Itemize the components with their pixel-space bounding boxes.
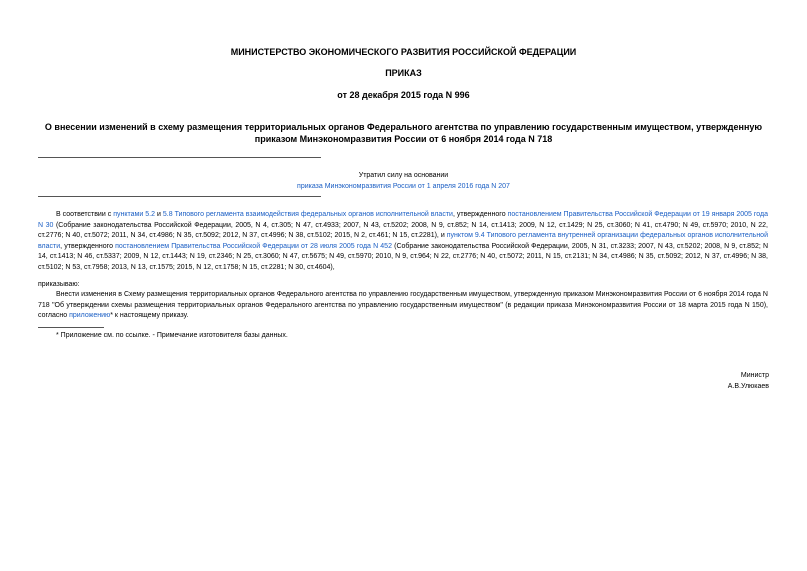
order-text: * к настоящему приказу.	[110, 312, 189, 319]
divider-bottom	[38, 196, 321, 197]
doc-type-heading: ПРИКАЗ	[385, 68, 422, 78]
link-item-9-4[interactable]: пунктом 9.4 Типового регламента внутренней организации федеральных органов исполнительной власти	[38, 232, 768, 250]
status-link-line	[280, 181, 527, 193]
preamble-text: В соответствии с	[56, 211, 114, 218]
signature-name: А.В.Улюкаев	[727, 383, 769, 390]
doc-date-number: от 28 декабря 2015 года N 996	[337, 90, 470, 100]
order-text: Внести изменения в Схему размещения территориальных органов Федерального агентства по управлению государственным имуществом, утвержденную приказом Минэкономразвития России от 6 ноября 2014 года N 718 "Об утверждении схемы размещения территориальных органов Федерального агентства по управлению государственным имуществом" (в редакции приказа Минэкономразвития России от 18 марта 2015 года N 150), согласно	[38, 291, 768, 319]
footnote-divider	[38, 327, 104, 328]
preamble-text: и	[154, 211, 163, 218]
link-appendix[interactable]: приложению	[69, 312, 111, 319]
link-government-decree-452[interactable]: постановлением Правительства Российской Федерации от 28 июля 2005 года N 452	[115, 242, 392, 250]
link-government-decree-30[interactable]: постановлением Правительства Российской Федерации от 19 января 2005 года N 30	[38, 211, 769, 229]
preamble-text: (Собрание законодательства Российской Федерации, 2005, N 31, ст.3233; 2007, N 43, ст.5202; 2008, N 9, ст.852; N 14, ст.1413; N 46, ст.5337; 2009, N 12, ст.1443; N 19, ст.2346; N 25, ст.3060; N 47, ст.5675; N 49, ст.5970; 2010, N 9, ст.964; N 22, ст.2776; N 40, ст.5072; 2011, N 15, ст.2131; N 34, ст.4986; N 35, ст.5092; 2012, N 37, ст.4996; N 38, ст.5102; N 53, ст.7958; 2013, N 13, ст.1575; 2015, N 12, ст.1758; N 15, ст.2281; N 30, ст.4604),	[38, 242, 768, 271]
footnote: * Приложение см. по ссылке. - Примечание изготовителя базы данных.	[56, 332, 288, 339]
repeal-order-link[interactable]: приказа Минэкономразвития России от 1 апреля 2016 года N 207	[297, 183, 510, 190]
order-paragraph	[38, 290, 768, 322]
link-typical-regulation-interaction[interactable]: 5.8 Типового регламента взаимодействия федеральных органов исполнительной власти	[162, 211, 453, 218]
preamble-text: , утвержденного	[452, 211, 508, 218]
status-text: Утратил силу на основании	[358, 172, 449, 179]
order-word: приказываю:	[38, 281, 80, 288]
preamble-paragraph	[38, 210, 768, 273]
divider-top	[38, 157, 321, 158]
link-items-5-2[interactable]: пунктами 5.2	[113, 211, 155, 218]
preamble-text: (Собрание законодательства Российской Федерации, 2005, N 4, ст.305; N 47, ст.4933; 2007, N 43, ст.5202; 2008, N 9, ст.852; N 14, ст.1413; 2009, N 12, ст.1429; N 25, ст.3060; N 41, ст.4790; N 49, ст.5970; 2010, N 22, ст.2776; N 40, ст.5072; 2011, N 34, ст.4986; N 35, ст.5092; 2012, N 37, ст.4996; N 38, ст.5102; 2015, N 2, ст.461; N 15, ст.2281), и	[38, 221, 768, 239]
preamble-text: , утвержденного	[60, 242, 116, 250]
ministry-heading: МИНИСТЕРСТВО ЭКОНОМИЧЕСКОГО РАЗВИТИЯ РОССИЙСКОЙ ФЕДЕРАЦИИ	[230, 47, 577, 57]
doc-title: О внесении изменений в схему размещения территориальных органов Федерального агентства по управлению государственным имуществом, утвержденную приказом Минэкономразвития России от 6 ноября 2014 года N 718	[44, 122, 763, 144]
signature-position: Министр	[740, 372, 769, 379]
